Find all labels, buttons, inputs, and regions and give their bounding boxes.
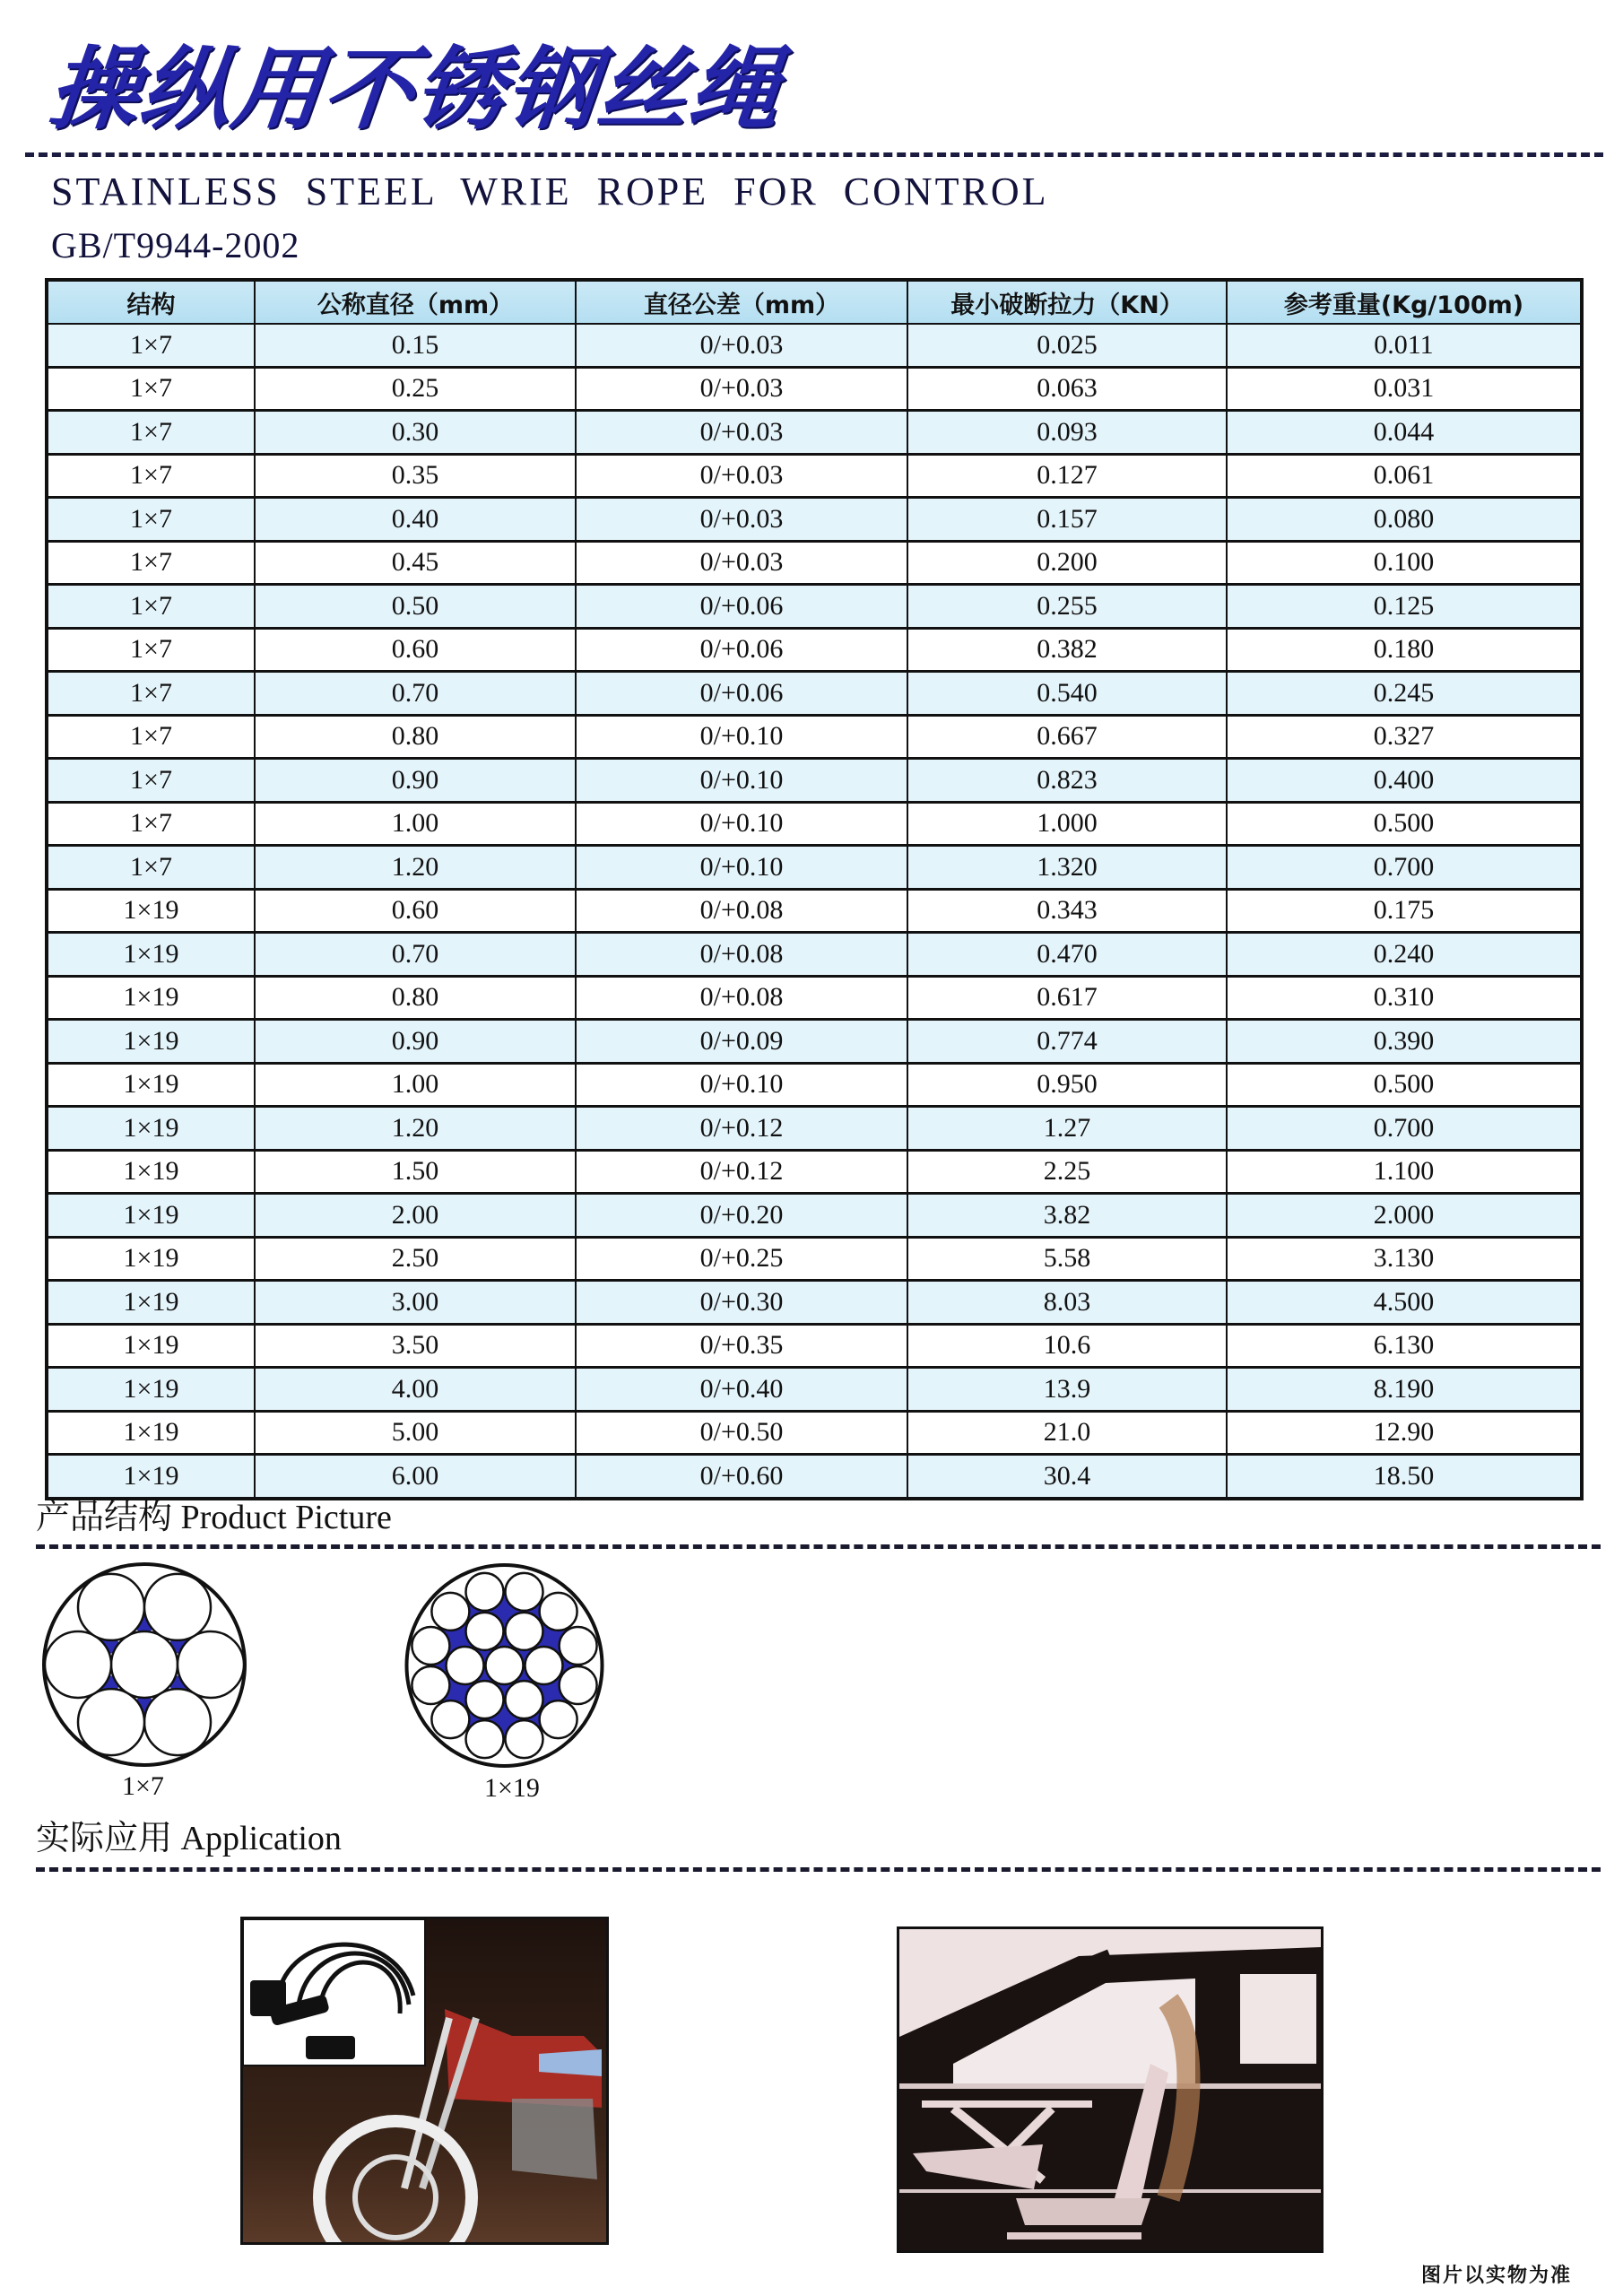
table-row xyxy=(47,1063,1582,1107)
table-row xyxy=(47,672,1582,716)
motorcycle-illustration-icon xyxy=(243,1919,606,2242)
cell-diameter-tolerance: 0/+0.08 xyxy=(576,976,907,1020)
cell-diameter-tolerance: 0/+0.10 xyxy=(576,1063,907,1107)
outer-layer-wire xyxy=(466,1720,504,1758)
cell-structure: 1×7 xyxy=(47,367,255,411)
cell-diameter-tolerance: 0/+0.10 xyxy=(576,846,907,890)
cell-structure: 1×19 xyxy=(47,933,255,977)
cell-reference-weight: 0.175 xyxy=(1227,889,1582,933)
product-heading-cn: 产品结构 xyxy=(36,1497,173,1536)
outer-layer-wire xyxy=(505,1573,542,1611)
car-seat-photo xyxy=(897,1926,1324,2253)
inner-layer-wire xyxy=(525,1647,563,1684)
cell-reference-weight: 6.130 xyxy=(1227,1324,1582,1368)
title-divider xyxy=(25,152,1603,157)
cell-nominal-diameter: 0.50 xyxy=(255,585,576,629)
cell-min-breaking-force: 0.774 xyxy=(907,1020,1227,1064)
cell-reference-weight: 0.700 xyxy=(1227,1107,1582,1151)
cell-structure: 1×19 xyxy=(47,1368,255,1412)
application-heading-en: Application xyxy=(180,1820,342,1857)
cell-diameter-tolerance: 0/+0.30 xyxy=(576,1281,907,1325)
cell-diameter-tolerance: 0/+0.09 xyxy=(576,1020,907,1064)
cell-nominal-diameter: 0.25 xyxy=(255,367,576,411)
cell-reference-weight: 0.061 xyxy=(1227,454,1582,498)
table-row xyxy=(47,454,1582,498)
cell-structure: 1×7 xyxy=(47,454,255,498)
cell-diameter-tolerance: 0/+0.10 xyxy=(576,715,907,759)
strand-1x19-cross-section-icon xyxy=(404,1562,605,1769)
cell-nominal-diameter: 0.90 xyxy=(255,759,576,803)
cell-diameter-tolerance: 0/+0.25 xyxy=(576,1237,907,1281)
cell-structure: 1×7 xyxy=(47,541,255,585)
cell-reference-weight: 4.500 xyxy=(1227,1281,1582,1325)
cell-min-breaking-force: 5.58 xyxy=(907,1237,1227,1281)
outer-layer-wire xyxy=(540,1593,577,1631)
cell-reference-weight: 0.031 xyxy=(1227,367,1582,411)
outer-wire xyxy=(78,1574,144,1640)
cell-diameter-tolerance: 0/+0.20 xyxy=(576,1194,907,1238)
cell-min-breaking-force: 0.025 xyxy=(907,324,1227,367)
cell-reference-weight: 0.310 xyxy=(1227,976,1582,1020)
cell-nominal-diameter: 1.00 xyxy=(255,802,576,846)
outer-layer-wire xyxy=(431,1593,469,1631)
cell-structure: 1×7 xyxy=(47,585,255,629)
cell-min-breaking-force: 0.200 xyxy=(907,541,1227,585)
spec-table xyxy=(45,278,1584,1500)
cell-structure: 1×7 xyxy=(47,498,255,542)
cell-structure: 1×19 xyxy=(47,1020,255,1064)
cell-nominal-diameter: 4.00 xyxy=(255,1368,576,1412)
table-body xyxy=(47,324,1582,1499)
cell-reference-weight: 12.90 xyxy=(1227,1411,1582,1455)
table-row xyxy=(47,1324,1582,1368)
cell-nominal-diameter: 0.30 xyxy=(255,411,576,455)
cell-structure: 1×19 xyxy=(47,1107,255,1151)
cell-nominal-diameter: 0.80 xyxy=(255,976,576,1020)
table-row xyxy=(47,411,1582,455)
page-title-cn: 操纵用不锈钢丝绳 xyxy=(43,37,787,142)
cell-structure: 1×19 xyxy=(47,1194,255,1238)
table-row xyxy=(47,715,1582,759)
cell-diameter-tolerance: 0/+0.08 xyxy=(576,889,907,933)
strand-1x19-wires xyxy=(412,1573,596,1758)
cell-min-breaking-force: 1.320 xyxy=(907,846,1227,890)
cell-diameter-tolerance: 0/+0.50 xyxy=(576,1411,907,1455)
cell-min-breaking-force: 0.667 xyxy=(907,715,1227,759)
cell-min-breaking-force: 1.000 xyxy=(907,802,1227,846)
core-wire xyxy=(111,1631,178,1698)
cell-min-breaking-force: 0.063 xyxy=(907,367,1227,411)
cell-structure: 1×19 xyxy=(47,1455,255,1499)
cell-reference-weight: 0.240 xyxy=(1227,933,1582,977)
outer-layer-wire xyxy=(431,1700,469,1738)
cell-structure: 1×19 xyxy=(47,1237,255,1281)
table-row xyxy=(47,324,1582,367)
cell-nominal-diameter: 1.00 xyxy=(255,1063,576,1107)
application-divider xyxy=(36,1867,1601,1872)
cell-structure: 1×7 xyxy=(47,411,255,455)
col-header-nominal-diameter: 公称直径（mm） xyxy=(255,280,576,324)
cell-nominal-diameter: 5.00 xyxy=(255,1411,576,1455)
outer-layer-wire xyxy=(412,1666,449,1704)
cell-min-breaking-force: 30.4 xyxy=(907,1455,1227,1499)
cell-nominal-diameter: 0.70 xyxy=(255,672,576,716)
cell-nominal-diameter: 0.35 xyxy=(255,454,576,498)
outer-wire xyxy=(144,1574,211,1640)
cell-reference-weight: 8.190 xyxy=(1227,1368,1582,1412)
cell-reference-weight: 0.125 xyxy=(1227,585,1582,629)
cell-nominal-diameter: 6.00 xyxy=(255,1455,576,1499)
photo-disclaimer: 图片以实物为准 xyxy=(1421,2265,1573,2287)
cell-diameter-tolerance: 0/+0.12 xyxy=(576,1150,907,1194)
cell-diameter-tolerance: 0/+0.10 xyxy=(576,759,907,803)
table-row xyxy=(47,1411,1582,1455)
cell-diameter-tolerance: 0/+0.03 xyxy=(576,454,907,498)
inner-layer-wire xyxy=(466,1613,504,1650)
cell-min-breaking-force: 3.82 xyxy=(907,1194,1227,1238)
page-title-en: STAINLESS STEEL WRIE ROPE FOR CONTROL xyxy=(51,170,1049,213)
cell-min-breaking-force: 0.127 xyxy=(907,454,1227,498)
cell-min-breaking-force: 0.093 xyxy=(907,411,1227,455)
cell-nominal-diameter: 2.00 xyxy=(255,1194,576,1238)
cell-min-breaking-force: 21.0 xyxy=(907,1411,1227,1455)
cell-min-breaking-force: 0.343 xyxy=(907,889,1227,933)
cell-min-breaking-force: 8.03 xyxy=(907,1281,1227,1325)
cell-min-breaking-force: 1.27 xyxy=(907,1107,1227,1151)
diagram-label-1x19: 1×19 xyxy=(484,1773,540,1803)
cell-structure: 1×7 xyxy=(47,802,255,846)
cell-nominal-diameter: 0.40 xyxy=(255,498,576,542)
outer-layer-wire xyxy=(560,1666,597,1704)
cell-diameter-tolerance: 0/+0.03 xyxy=(576,324,907,367)
table-row xyxy=(47,889,1582,933)
cell-nominal-diameter: 1.20 xyxy=(255,846,576,890)
cell-nominal-diameter: 2.50 xyxy=(255,1237,576,1281)
table-row xyxy=(47,498,1582,542)
cell-reference-weight: 3.130 xyxy=(1227,1237,1582,1281)
cell-diameter-tolerance: 0/+0.35 xyxy=(576,1324,907,1368)
col-header-min-breaking-force: 最小破断拉力（KN） xyxy=(907,280,1227,324)
cell-nominal-diameter: 3.00 xyxy=(255,1281,576,1325)
table-row xyxy=(47,1020,1582,1064)
cell-structure: 1×19 xyxy=(47,889,255,933)
cell-diameter-tolerance: 0/+0.08 xyxy=(576,933,907,977)
cell-min-breaking-force: 0.157 xyxy=(907,498,1227,542)
core-wire xyxy=(486,1647,524,1684)
col-header-diameter-tolerance: 直径公差（mm） xyxy=(576,280,907,324)
table-row xyxy=(47,541,1582,585)
table-row xyxy=(47,585,1582,629)
cell-diameter-tolerance: 0/+0.03 xyxy=(576,541,907,585)
table-row xyxy=(47,976,1582,1020)
cell-structure: 1×19 xyxy=(47,1150,255,1194)
cell-reference-weight: 0.327 xyxy=(1227,715,1582,759)
product-divider xyxy=(36,1544,1601,1549)
cell-min-breaking-force: 0.823 xyxy=(907,759,1227,803)
table-row xyxy=(47,1281,1582,1325)
cell-diameter-tolerance: 0/+0.10 xyxy=(576,802,907,846)
product-section-heading xyxy=(36,1489,392,1538)
product-heading-en: Product Picture xyxy=(180,1499,392,1536)
cell-reference-weight: 0.390 xyxy=(1227,1020,1582,1064)
cell-min-breaking-force: 0.382 xyxy=(907,628,1227,672)
cell-min-breaking-force: 0.470 xyxy=(907,933,1227,977)
outer-wire xyxy=(45,1631,111,1698)
cell-min-breaking-force: 2.25 xyxy=(907,1150,1227,1194)
cell-reference-weight: 0.100 xyxy=(1227,541,1582,585)
cell-nominal-diameter: 0.90 xyxy=(255,1020,576,1064)
table-row xyxy=(47,1107,1582,1151)
cell-reference-weight: 1.100 xyxy=(1227,1150,1582,1194)
cell-nominal-diameter: 1.20 xyxy=(255,1107,576,1151)
cell-structure: 1×7 xyxy=(47,715,255,759)
cell-reference-weight: 18.50 xyxy=(1227,1455,1582,1499)
table-row xyxy=(47,628,1582,672)
application-section-heading xyxy=(36,1810,342,1859)
strand-1x7-cross-section-icon xyxy=(40,1561,248,1769)
outer-wire xyxy=(178,1631,244,1698)
table-header-row xyxy=(47,280,1582,324)
cell-nominal-diameter: 0.80 xyxy=(255,715,576,759)
cell-diameter-tolerance: 0/+0.06 xyxy=(576,628,907,672)
outer-layer-wire xyxy=(505,1720,542,1758)
cell-structure: 1×19 xyxy=(47,1281,255,1325)
cell-min-breaking-force: 0.617 xyxy=(907,976,1227,1020)
outer-layer-wire xyxy=(412,1627,449,1665)
outer-layer-wire xyxy=(560,1627,597,1665)
cell-nominal-diameter: 1.50 xyxy=(255,1150,576,1194)
cell-diameter-tolerance: 0/+0.03 xyxy=(576,498,907,542)
application-heading-cn: 实际应用 xyxy=(36,1818,173,1857)
cell-nominal-diameter: 0.60 xyxy=(255,889,576,933)
cell-diameter-tolerance: 0/+0.12 xyxy=(576,1107,907,1151)
inner-layer-wire xyxy=(466,1681,504,1718)
cell-diameter-tolerance: 0/+0.03 xyxy=(576,367,907,411)
car-seat-illustration-icon xyxy=(899,1929,1321,2250)
table-row xyxy=(47,367,1582,411)
cell-reference-weight: 0.400 xyxy=(1227,759,1582,803)
cell-reference-weight: 0.500 xyxy=(1227,1063,1582,1107)
table-row xyxy=(47,1150,1582,1194)
cell-nominal-diameter: 0.15 xyxy=(255,324,576,367)
cell-reference-weight: 0.180 xyxy=(1227,628,1582,672)
cell-nominal-diameter: 0.70 xyxy=(255,933,576,977)
table-row xyxy=(47,802,1582,846)
table-row xyxy=(47,1368,1582,1412)
cell-structure: 1×7 xyxy=(47,846,255,890)
table-row xyxy=(47,759,1582,803)
outer-layer-wire xyxy=(466,1573,504,1611)
cell-diameter-tolerance: 0/+0.40 xyxy=(576,1368,907,1412)
cell-min-breaking-force: 0.950 xyxy=(907,1063,1227,1107)
outer-wire xyxy=(144,1689,211,1755)
table-row xyxy=(47,933,1582,977)
diagram-label-1x7: 1×7 xyxy=(122,1771,164,1801)
cell-reference-weight: 2.000 xyxy=(1227,1194,1582,1238)
col-header-structure: 结构 xyxy=(47,280,255,324)
cell-diameter-tolerance: 0/+0.06 xyxy=(576,585,907,629)
cell-min-breaking-force: 13.9 xyxy=(907,1368,1227,1412)
cell-structure: 1×19 xyxy=(47,1063,255,1107)
standard-code: GB/T9944-2002 xyxy=(51,225,300,265)
cell-structure: 1×7 xyxy=(47,759,255,803)
col-header-reference-weight: 参考重量(Kg/100m) xyxy=(1227,280,1582,324)
outer-wire xyxy=(78,1689,144,1755)
table-row xyxy=(47,1237,1582,1281)
cell-nominal-diameter: 0.45 xyxy=(255,541,576,585)
cell-reference-weight: 0.011 xyxy=(1227,324,1582,367)
table-row xyxy=(47,1194,1582,1238)
table-row xyxy=(47,846,1582,890)
inner-layer-wire xyxy=(506,1613,543,1650)
outer-layer-wire xyxy=(540,1700,577,1738)
cell-diameter-tolerance: 0/+0.06 xyxy=(576,672,907,716)
cell-min-breaking-force: 10.6 xyxy=(907,1324,1227,1368)
cell-reference-weight: 0.500 xyxy=(1227,802,1582,846)
cell-structure: 1×7 xyxy=(47,672,255,716)
cell-diameter-tolerance: 0/+0.60 xyxy=(576,1455,907,1499)
cell-structure: 1×19 xyxy=(47,976,255,1020)
cell-diameter-tolerance: 0/+0.03 xyxy=(576,411,907,455)
cell-structure: 1×7 xyxy=(47,628,255,672)
cell-nominal-diameter: 3.50 xyxy=(255,1324,576,1368)
motorcycle-photo xyxy=(240,1917,609,2245)
inner-layer-wire xyxy=(506,1681,543,1718)
cell-nominal-diameter: 0.60 xyxy=(255,628,576,672)
cell-structure: 1×19 xyxy=(47,1411,255,1455)
cell-min-breaking-force: 0.540 xyxy=(907,672,1227,716)
cell-structure: 1×7 xyxy=(47,324,255,367)
cell-reference-weight: 0.245 xyxy=(1227,672,1582,716)
cell-min-breaking-force: 0.255 xyxy=(907,585,1227,629)
cell-reference-weight: 0.080 xyxy=(1227,498,1582,542)
cell-reference-weight: 0.044 xyxy=(1227,411,1582,455)
inner-layer-wire xyxy=(447,1647,484,1684)
cell-structure: 1×19 xyxy=(47,1324,255,1368)
cell-reference-weight: 0.700 xyxy=(1227,846,1582,890)
